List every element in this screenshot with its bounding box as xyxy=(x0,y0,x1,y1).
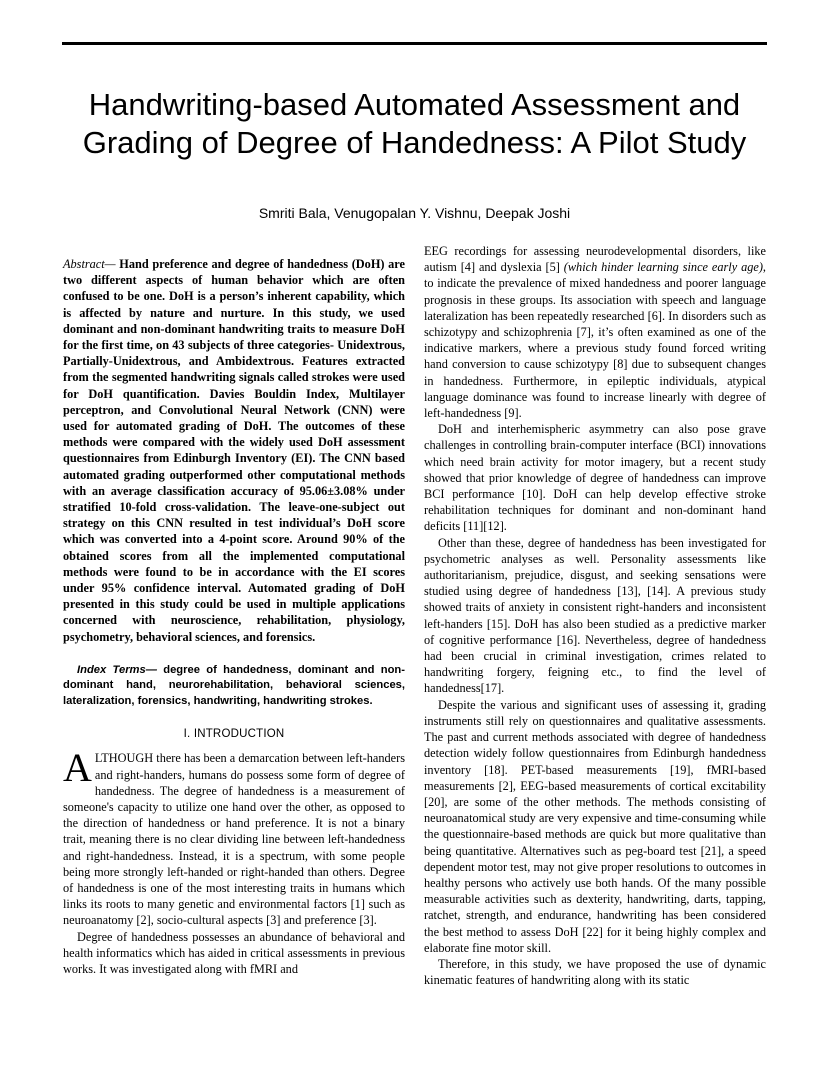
right-column xyxy=(424,243,766,988)
drop-cap: A xyxy=(63,745,92,791)
section-heading-introduction xyxy=(63,727,405,742)
intro-paragraph-2-continued-italic: (which hinder learning since early age) xyxy=(563,260,763,275)
paper-title: Handwriting-based Automated Assessment and Grading of Degree of Handedness: A Pilot Study xyxy=(82,87,747,160)
section-numeral: I. xyxy=(183,728,191,741)
left-column xyxy=(63,256,405,977)
intro-paragraph-2-continued xyxy=(424,243,766,421)
index-terms xyxy=(63,663,405,710)
author-list: Smriti Bala, Venugopalan Y. Vishnu, Deepak Joshi xyxy=(258,205,571,221)
index-terms-label: Index Terms— xyxy=(77,663,157,676)
intro-paragraph-3: DoH and interhemispheric asymmetry can also pose grave challenges in controlling brain-computer interface (BCI) innovations which need brain activity for motor imagery, but a recent study showed that prior knowledge of degree of handedness can improve BCI performance [10]. DoH can help develop effective stroke rehabilitation techniques for dominant and non-dominant hand deficits [11][12]. xyxy=(424,422,766,534)
intro-paragraph-1 xyxy=(63,745,405,928)
intro-paragraph-5: Despite the various and significant uses of assessing it, grading instruments still rely on questionnaires and qualitative assessments. The past and current methods associated with degree of handedness detection widely follow questionnaires from Edinburgh handedness inventory [18]. PET-based measurements [19], fMRI-based measurements [2], EEG-based measurements of cortical excitability [20], are some of the other methods. The methods consisting of neuroanatomical study are very expensive and time-consuming while the questionnaire-based methods are quick but more qualitative than being quantitative. Alternatives such as peg-board test [21], a speed dependent motor test, may not give proper resolutions to outcomes in healthy persons who actively use both hands. Of the many possible measurable activities such as dexterity, handwriting, darts, tapping, ratchet, strength, and endurance, handwriting has been considered the best method to assess DoH [22] for it being highly complex and elaborate fine motor skill. xyxy=(424,697,766,955)
intro-paragraph-1-text: there has been a demarcation between left-handers and right-handers, humans do possess some form of degree of handedness. The degree of handedness is a measurement of someone's capacity to utilize one hand over the other, as opposed to the direction of handedness or hand preference. It is not a binary trait, meaning there is no clear dividing line between left-handedness and right-handedness. Instead, it is a spectrum, with some people being more strongly left-handed or right-handed than others. Degree of handedness is one of the most interesting traits in humans which links its roots to many genetic and environmental factors [1] such as neuroanatomy [2], socio-cultural aspects [3] and preference [3]. xyxy=(63,751,405,928)
index-terms-text: degree of handedness, dominant and non-dominant hand, neurorehabilitation, behavioral sciences, lateralization, forensics, handwriting, handwriting strokes. xyxy=(63,663,405,707)
intro-paragraph-2: Degree of handedness possesses an abundance of behavioral and health informatics which has aided in critical assessments in previous works. It was investigated along with fMRI and xyxy=(63,929,405,977)
abstract-text: Hand preference and degree of handedness (DoH) are two different aspects of human behavior which are often confused to be one. DoH is a person’s inherent capability, which is affected by nature and nurture. In this study, we used dominant and non-dominant handwriting traits to measure DoH for the first time, on 43 subjects of three categories- Unidextrous, Partially-Unidextrous, and Ambidextrous. Features extracted from the segmented handwriting signals called strokes were used for DoH quantification. Davies Bouldin Index, Multilayer perceptron, and Convolutional Neural Network (CNN) were used for automated grading of DoH. The outcomes of these methods were compared with the widely used DoH assessment questionnaires from Edinburgh Inventory (EI). The CNN based automated grading outperformed other computational methods with an average classification accuracy of 95.06±3.08% under stratified 10-fold cross-validation. The leave-one-subject out strategy on this CNN resulted in test individual’s DoH score which was converted into a 4-point score. Around 90% of the obtained scores from all the implemented computational methods were found to be in accordance with the EI scores under 95% confidence interval. Automated grading of DoH presented in this study could be used in multiple applications concerned with neuroscience, rehabilitation, physiology, psychometry, behavioral sciences, and forensics. xyxy=(63,257,405,644)
intro-opening-word: LTHOUGH xyxy=(94,751,154,766)
section-title: INTRODUCTION xyxy=(193,728,285,741)
intro-paragraph-6: Therefore, in this study, we have proposed the use of dynamic kinematic features of handwriting along with its static xyxy=(424,956,766,988)
abstract-label: Abstract— xyxy=(63,257,116,271)
intro-paragraph-2-continued-b: , to indicate the prevalence of mixed handedness and poorer language prognosis in these groups. Its association with speech and language lateralization has been repeatedly researched [6]. In disorders such as schizotypy and schizophrenia [7], it’s often examined as one of the indicative markers, where a previous study found forced writing hand conversion to cause schizotypy [8] due to subsequent changes in handedness. Furthermore, in epileptic individuals, atypical language dominance was found to increase linearly with degree of left-handedness [9]. xyxy=(424,260,766,421)
abstract xyxy=(63,256,405,645)
intro-paragraph-2-continued-a: EEG recordings for assessing neurodevelopmental disorders, like autism [4] and dyslexia [5] xyxy=(424,244,766,275)
header-rule xyxy=(62,42,767,45)
intro-paragraph-4: Other than these, degree of handedness has been investigated for psychometric analyses as well. Personality assessments like authoritarianism, prejudice, disgust, and seeking sensations were studied using degree of handedness [13], [14]. A previous study showed traits of anxiety in consistent right-handers and inconsistent left-handers [15]. DoH has also been studied as a predictive marker of cognitive performance [16]. Nevertheless, degree of handedness had been crucial in criminal investigation, crimes related to handwriting forgery, feigning etc., to find the level of handedness[17]. xyxy=(424,535,766,696)
